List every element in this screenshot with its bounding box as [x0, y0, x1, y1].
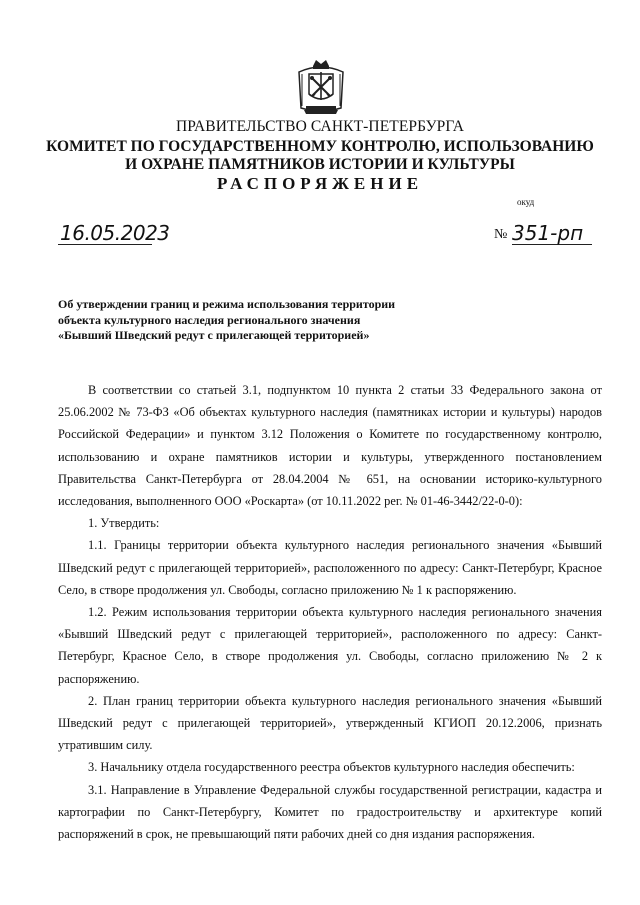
- document-subject: [58, 297, 438, 344]
- paragraph-item-1-2: 1.2. Режим использования территории объекта культурного наследия регионального значения «Бывший Шведский редут с прилегающей территорией», расположенного по адресу: Санкт-Петербург, Красное Село, в створе продолжения ул. Свободы, согласно приложению № 2 к распоряжению.: [58, 605, 602, 686]
- paragraph-item-2: 2. План границ территории объекта культурного наследия регионального значения «Бывший Шведский редут с прилегающей территорией», утвержденный КГИОП 20.12.2006, признать утратившим силу.: [58, 693, 602, 753]
- document-type: РАСПОРЯЖЕНИЕ: [216, 174, 424, 193]
- coat-of-arms-icon: [296, 58, 346, 116]
- document-number: 351-рп: [512, 222, 592, 245]
- committee-name-line1: КОМИТЕТ ПО ГОСУДАРСТВЕННОМУ КОНТРОЛЮ, ИСПОЛЬЗОВАНИЮ: [46, 138, 594, 155]
- document-date: 16.05.2023: [60, 221, 170, 245]
- committee-name-line2: И ОХРАНЕ ПАМЯТНИКОВ ИСТОРИИ И КУЛЬТУРЫ: [125, 156, 515, 173]
- government-name: ПРАВИТЕЛЬСТВО САНКТ-ПЕТЕРБУРГА: [175, 118, 465, 135]
- subject-line: объекта культурного наследия регионального значения: [58, 312, 361, 327]
- paragraph-item-3: 3. Начальнику отдела государственного реестра объектов культурного наследия обеспечить:: [88, 760, 575, 775]
- okud-label: окуд: [517, 197, 535, 207]
- paragraph-item-3-1: 3.1. Направление в Управление Федеральной службы государственной регистрации, кадастра и картографии по Санкт-Петербургу, Комитет по градостроительству и архитектуре копий распоряжений в срок, не превышающий пяти рабочих дней со дня издания распоряжения.: [58, 782, 602, 842]
- paragraph-item-1-1: 1.1. Границы территории объекта культурного наследия регионального значения «Бывший Шведский редут с прилегающей территорией», расположенного по адресу: Санкт-Петербург, Красное Село, в створе продолжения ул. Свободы, согласно приложению № 1 к распоряжению.: [58, 538, 602, 597]
- paragraph-item-1: 1. Утвердить:: [88, 516, 160, 531]
- paragraph-preamble: В соответствии со статьей 3.1, подпунктом 10 пункта 2 статьи 33 Федерального закона от 25.06.2002 № 73-ФЗ «Об объектах культурного наследия (памятниках истории и культуры) народов Российской Федерации» и пунктом 3.12 Положения о Комитете по государственному контролю, использованию и охране памятников истории и культуры, утвержденного постановлением Правительства Санкт-Петербурга от 28.04.2004 № 651, на основании историко-культурного исследования, выполненного ООО «Роскарта» (от 10.11.2022 рег. № 01-46-3442/22-0-0):: [58, 383, 602, 509]
- document-body: [58, 379, 602, 845]
- subject-line: Об утверждении границ и режима использования территории: [58, 297, 396, 311]
- subject-line: «Бывший Шведский редут с прилегающей территорией»: [58, 328, 370, 342]
- number-sign: №: [494, 227, 508, 242]
